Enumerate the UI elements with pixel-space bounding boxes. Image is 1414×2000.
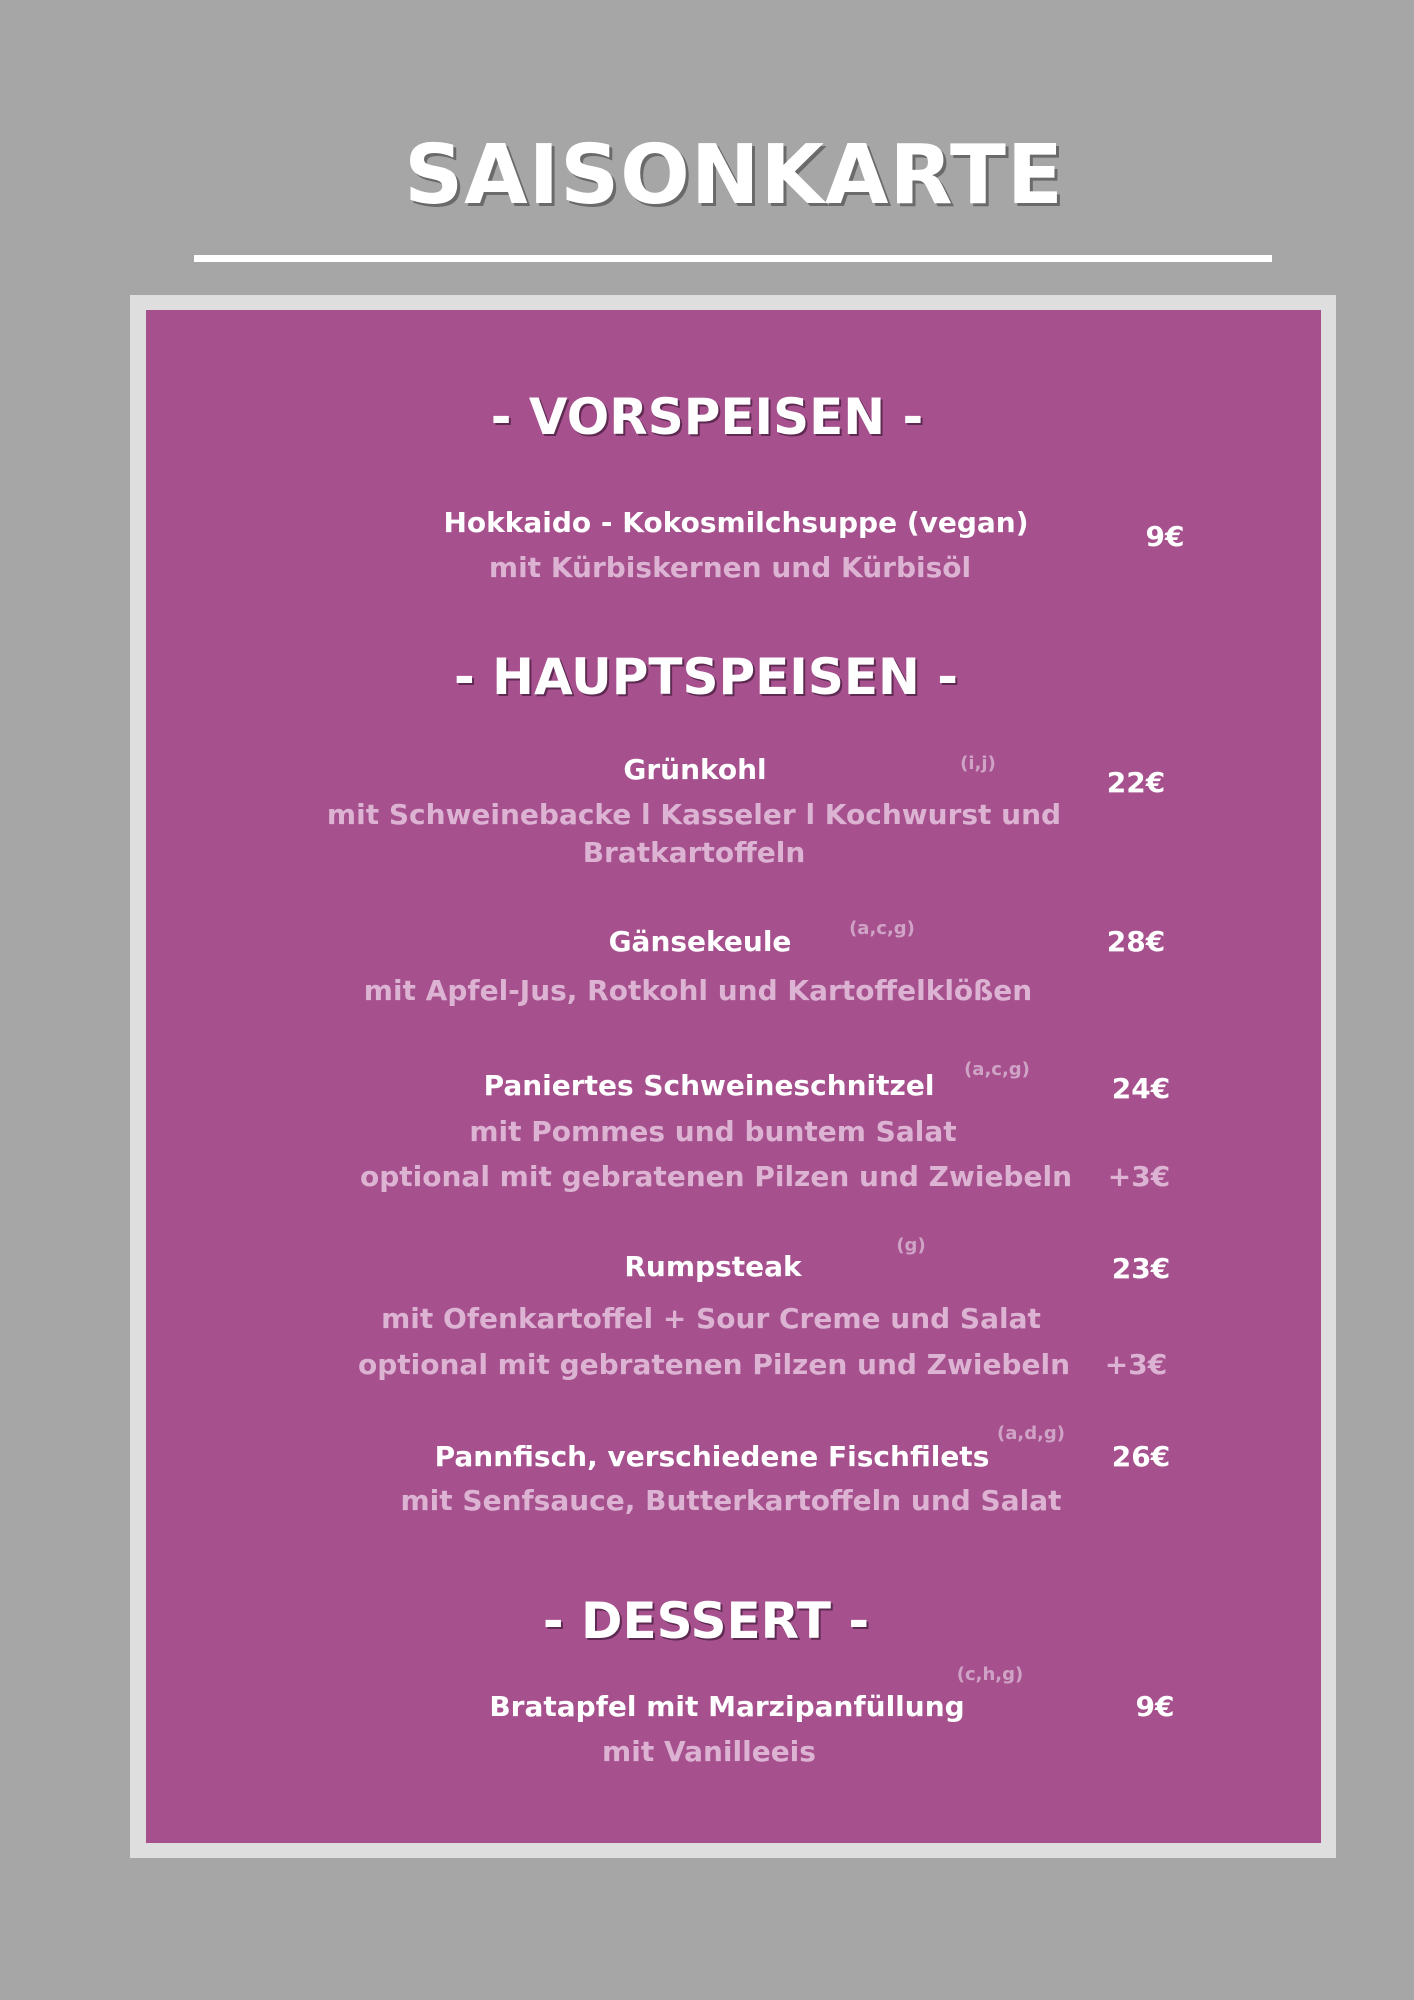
item-name-pannfisch: Pannfisch, verschiedene Fischfilets xyxy=(434,1440,990,1473)
page-title: SAISONKARTE xyxy=(404,128,1064,223)
item-price-rumpsteak: 23€ xyxy=(1111,1252,1171,1285)
item-price-bratapfel: 9€ xyxy=(1135,1690,1175,1723)
item-price-gaensekeule: 28€ xyxy=(1106,925,1166,958)
item-option-rumpsteak: optional mit gebratenen Pilzen und Zwiebeln xyxy=(357,1348,1071,1381)
item-desc-pannfisch: mit Senfsauce, Butterkartoffeln und Salat xyxy=(400,1484,1062,1517)
item-desc-bratapfel: mit Vanilleeis xyxy=(602,1735,816,1768)
item-option-price-rumpsteak: +3€ xyxy=(1104,1348,1168,1381)
section-heading-vorspeisen: - VORSPEISEN - xyxy=(490,388,924,446)
item-price-soup: 9€ xyxy=(1145,520,1185,553)
item-option-schnitzel: optional mit gebratenen Pilzen und Zwiebeln xyxy=(359,1160,1073,1193)
item-allergens-gruenkohl: (i,j) xyxy=(960,753,996,774)
item-desc-gruenkohl-line1: mit Schweinebacke l Kasseler l Kochwurst und xyxy=(326,798,1062,831)
item-option-price-schnitzel: +3€ xyxy=(1107,1160,1171,1193)
title-divider xyxy=(194,255,1272,262)
item-name-gaensekeule: Gänsekeule xyxy=(608,925,792,958)
item-allergens-bratapfel: (c,h,g) xyxy=(956,1664,1024,1685)
item-name-gruenkohl: Grünkohl xyxy=(623,753,767,786)
item-desc-soup: mit Kürbiskernen und Kürbisöl xyxy=(488,551,972,584)
item-price-schnitzel: 24€ xyxy=(1111,1072,1171,1105)
item-name-schnitzel: Paniertes Schweineschnitzel xyxy=(483,1069,935,1102)
item-name-bratapfel: Bratapfel mit Marzipanfüllung xyxy=(489,1690,965,1723)
item-desc-gruenkohl-line2: Bratkartoffeln xyxy=(582,836,806,869)
item-desc-gaensekeule: mit Apfel-Jus, Rotkohl und Kartoffelklößen xyxy=(363,974,1033,1007)
item-desc-schnitzel: mit Pommes und buntem Salat xyxy=(469,1115,957,1148)
item-allergens-pannfisch: (a,d,g) xyxy=(996,1423,1066,1444)
item-allergens-rumpsteak: (g) xyxy=(896,1235,926,1256)
section-heading-dessert: - DESSERT - xyxy=(542,1592,870,1650)
item-price-pannfisch: 26€ xyxy=(1111,1440,1171,1473)
item-desc-rumpsteak: mit Ofenkartoffel + Sour Creme und Salat xyxy=(381,1302,1041,1335)
item-price-gruenkohl: 22€ xyxy=(1106,766,1166,799)
item-name-soup: Hokkaido - Kokosmilchsuppe (vegan) xyxy=(443,506,1029,539)
item-name-rumpsteak: Rumpsteak xyxy=(624,1250,802,1283)
section-heading-hauptspeisen: - HAUPTSPEISEN - xyxy=(453,648,959,706)
item-allergens-schnitzel: (a,c,g) xyxy=(964,1059,1030,1080)
item-allergens-gaensekeule: (a,c,g) xyxy=(849,918,915,939)
